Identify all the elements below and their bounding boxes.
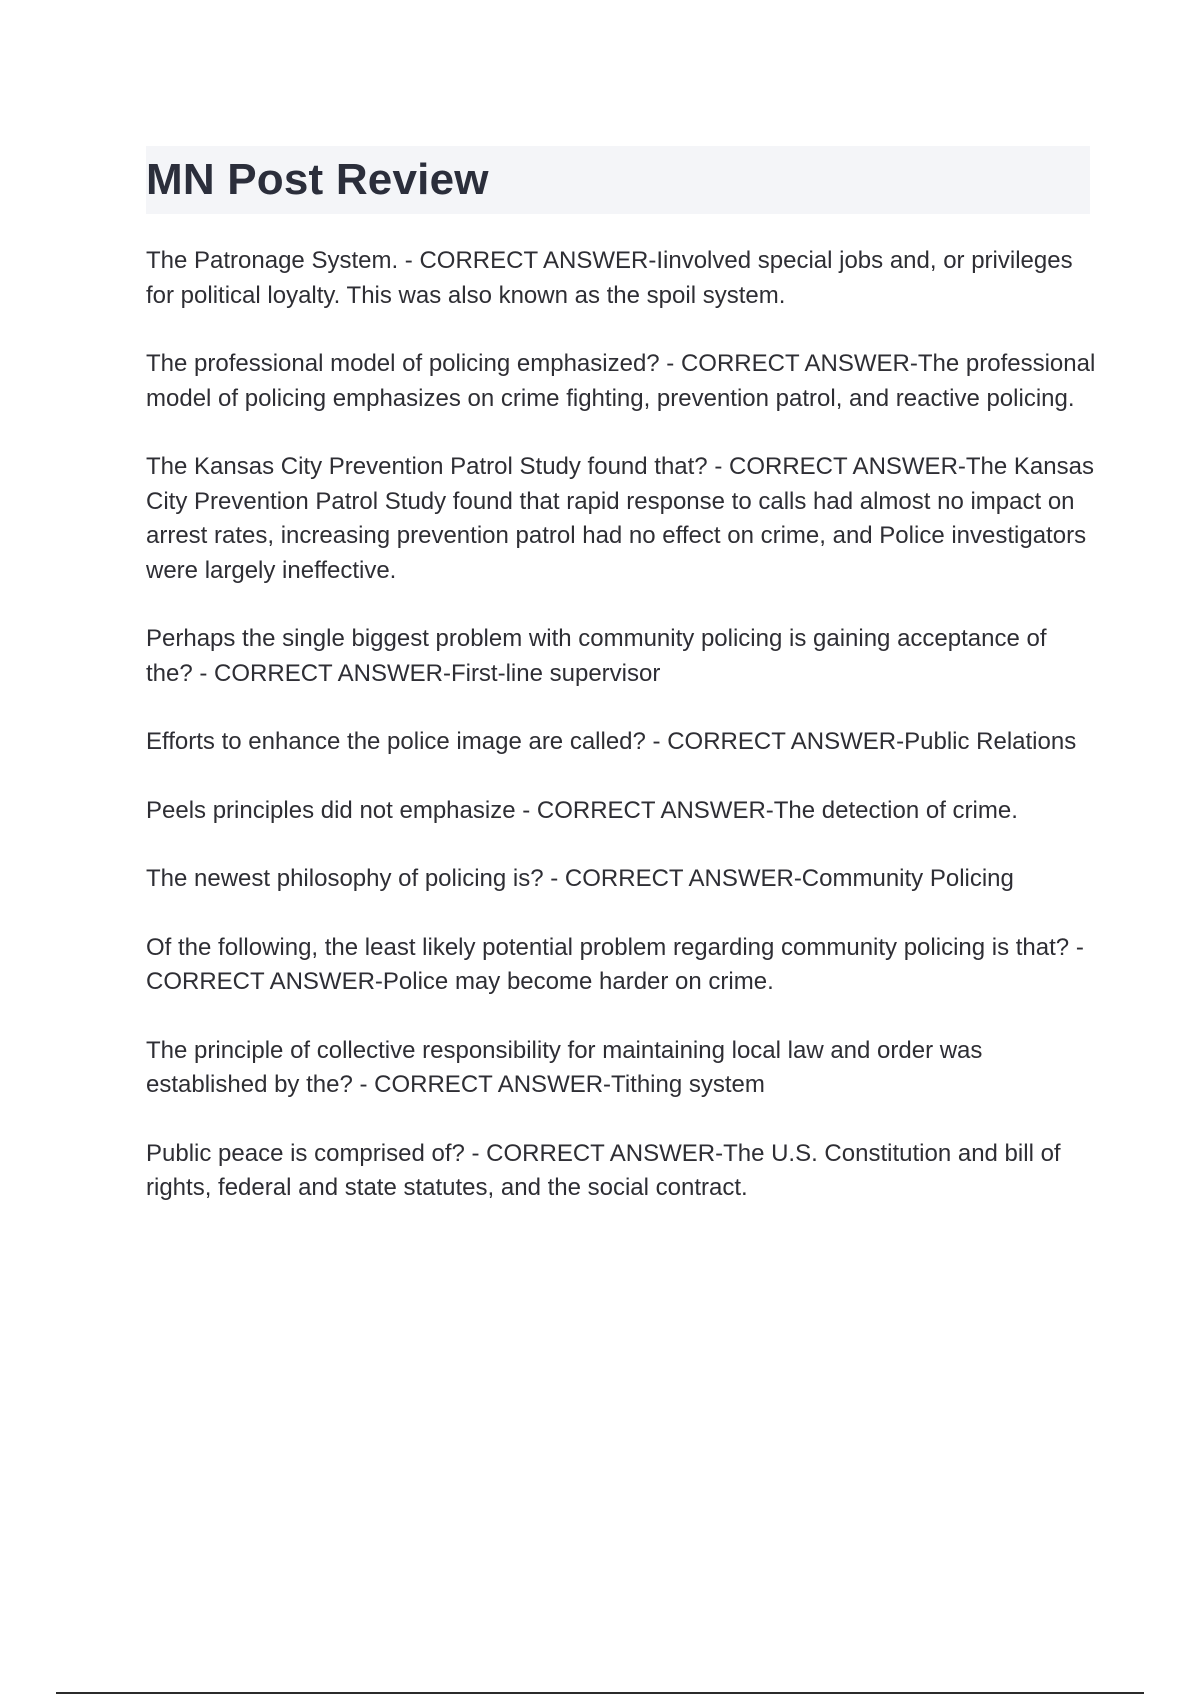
bottom-divider <box>56 1692 1144 1694</box>
qa-item: The newest philosophy of policing is? - CORRECT ANSWER-Community Policing <box>146 865 1014 892</box>
qa-item: Of the following, the least likely potential problem regarding community policing is that? - CORRECT ANSWER-Police may become harder on crime. <box>146 933 1084 995</box>
qa-item: Perhaps the single biggest problem with community policing is gaining acceptance of the? - CORRECT ANSWER-First-line supervisor <box>146 625 1047 687</box>
qa-item: Public peace is comprised of? - CORRECT ANSWER-The U.S. Constitution and bill of rights, federal and state statutes, and the social contract. <box>146 1139 1061 1201</box>
qa-item: The principle of collective responsibility for maintaining local law and order was established by the? - CORRECT ANSWER-Tithing system <box>146 1036 983 1098</box>
qa-item: Efforts to enhance the police image are called? - CORRECT ANSWER-Public Relations <box>146 728 1077 755</box>
qa-item: The Kansas City Prevention Patrol Study found that? - CORRECT ANSWER-The Kansas City Prevention Patrol Study found that rapid response to calls had almost no impact on arrest rates, increasing prevention patrol had no effect on crime, and Police investigators were largely ineffective. <box>146 453 1094 584</box>
title-band <box>146 146 1090 214</box>
page-title: MN Post Review <box>146 155 489 204</box>
qa-list <box>146 244 1096 1240</box>
qa-item: The professional model of policing emphasized? - CORRECT ANSWER-The professional model of policing emphasizes on crime fighting, prevention patrol, and reactive policing. <box>146 350 1096 412</box>
qa-item: The Patronage System. - CORRECT ANSWER-Iinvolved special jobs and, or privileges for political loyalty. This was also known as the spoil system. <box>146 247 1073 309</box>
qa-item: Peels principles did not emphasize - CORRECT ANSWER-The detection of crime. <box>146 796 1018 824</box>
